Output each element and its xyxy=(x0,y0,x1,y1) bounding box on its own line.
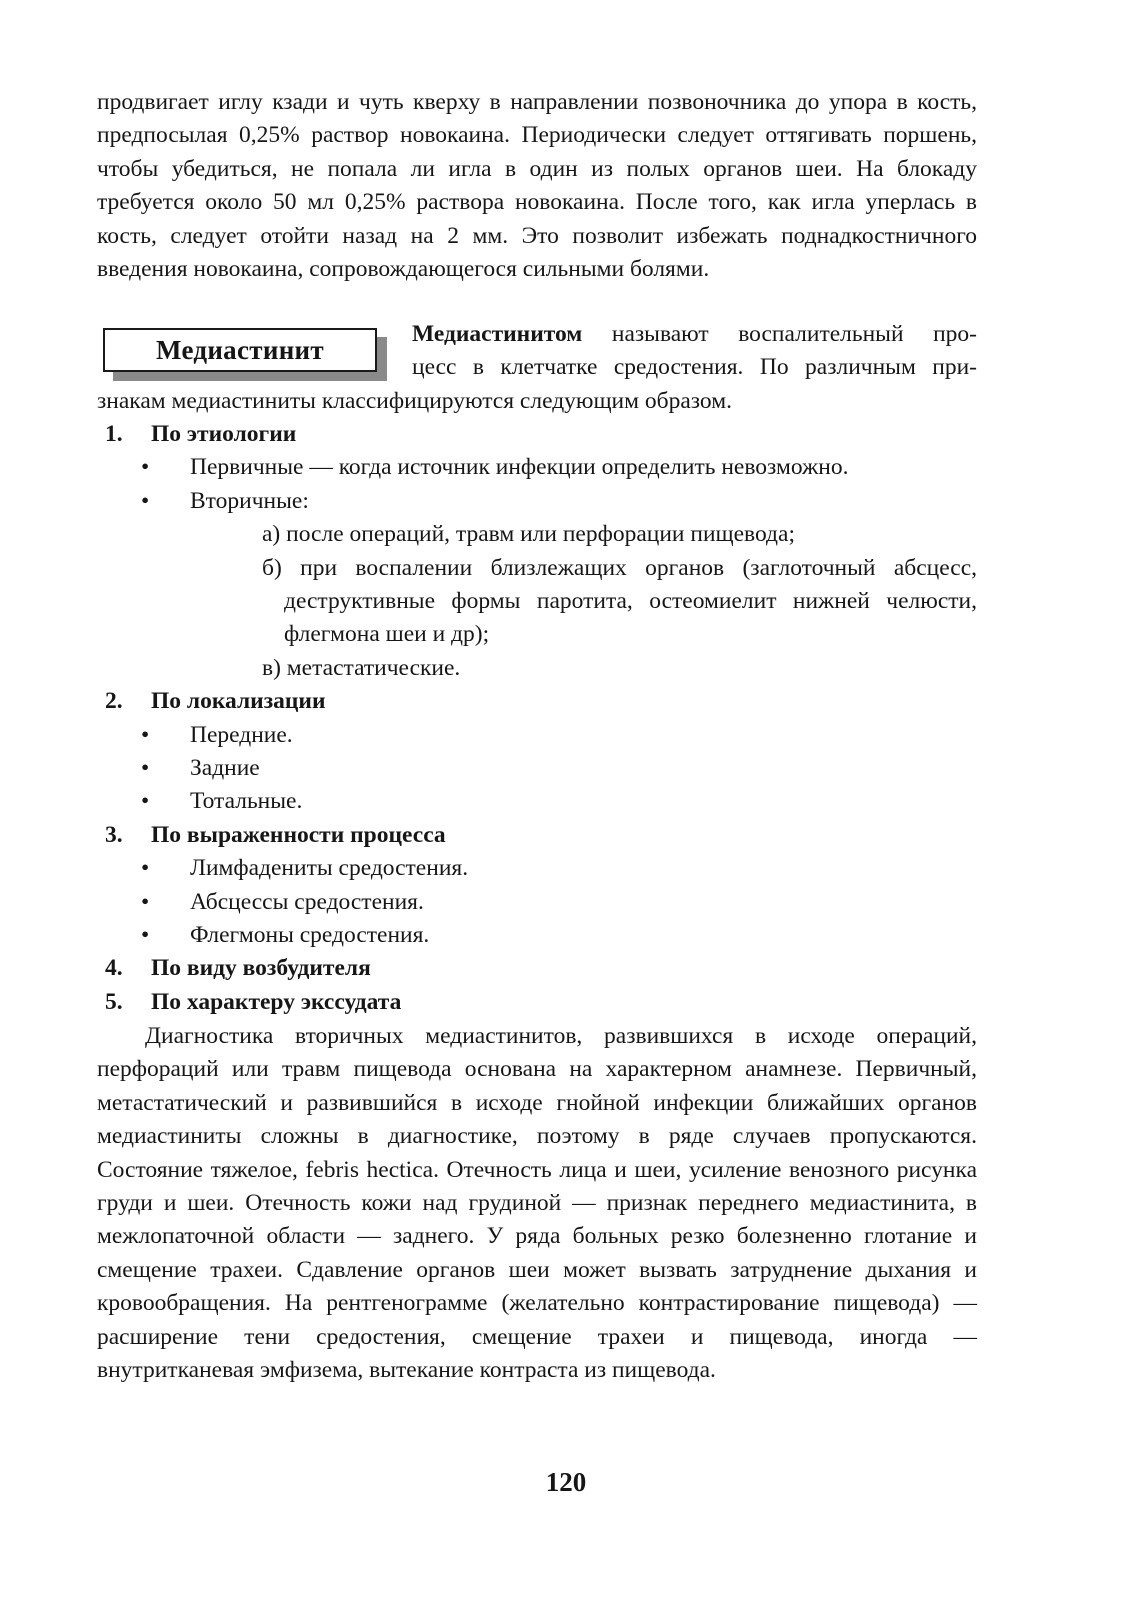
category-heading xyxy=(97,418,977,451)
list-item xyxy=(97,719,977,752)
list-item-text: Абсцессы средостения. xyxy=(190,888,424,915)
paragraph-top: продвигает иглу кзади и чуть кверху в направлении позвоночника до упора в кость, предпосылая 0,25% раствор новокаина. Периодически следует оттягивать поршень, чтобы убедиться, не попала ли игла в один из полых органов шеи. На блокаду требуется около 50 мл 0,25% раствора новокаина. После того, как игла уперлась в кость, следует отойти назад на 2 мм. Это позволит избежать поднадкостничного введения новокаина, сопровождающегося сильными болями. xyxy=(97,89,977,283)
bullet-icon: • xyxy=(141,721,150,748)
list-item xyxy=(97,852,977,885)
list-item xyxy=(97,485,977,518)
sub-list-item: а) после операций, травм или перфорации пищевода; xyxy=(262,521,795,548)
section-heading-box xyxy=(103,328,377,372)
list-item-text: Флегмоны средостения. xyxy=(190,921,430,948)
list-item-text: Вторичные: xyxy=(190,487,309,514)
bullet-icon: • xyxy=(141,921,150,948)
bullet-icon: • xyxy=(141,487,150,514)
bullet-icon: • xyxy=(141,855,150,882)
list-item-text: Лимфадениты средостения. xyxy=(190,855,469,882)
category-number: 1. xyxy=(105,421,123,447)
category-title: По локализации xyxy=(151,688,326,715)
sub-list-item: б) при воспалении близлежащих органов (заглоточный абсцесс, деструктивные формы паротита, остеомиелит нижней челюсти, флегмона шеи и др); xyxy=(262,554,977,648)
intro-line-1 xyxy=(412,318,977,351)
category-heading xyxy=(97,685,977,718)
category-number: 5. xyxy=(105,988,123,1015)
list-item xyxy=(97,785,977,818)
page-number: 120 xyxy=(545,1467,587,1497)
category-heading xyxy=(97,952,977,985)
paragraph-bottom: Диагностика вторичных медиастинитов, развившихся в исходе операций, перфораций или травм пищевода основана на характерном анамнезе. Первичный, метастатический и развившийся в исходе гнойной инфекции ближайших органов медиастиниты сложны в диагностике, поэтому в ряде случаев пропускаются. Состояние тяжелое, febris hectica. Отечность лица и шеи, усиление венозного рисунка груди и шеи. Отечность кожи над грудиной — признак переднего медиастинита, в межлопаточной области — заднего. У ряда больных резко болезненно глотание и смещение трахеи. Сдавление органов шеи может вызвать затруднение дыхания и кровообращения. На рентгенограмме (желательно контрастирование пищевода) — расширение тени средостения, смещение трахеи и пищевода, иногда — внутритканевая эмфизема, вытекание контраста из пищевода. xyxy=(97,1023,977,1384)
sub-list xyxy=(97,518,977,685)
list-item xyxy=(97,886,977,919)
sub-list-item: в) метастатические. xyxy=(262,654,461,681)
category-number: 2. xyxy=(105,688,123,715)
section-heading: Медиастинит xyxy=(156,334,324,365)
list-item xyxy=(97,752,977,785)
bullet-icon: • xyxy=(141,788,150,815)
list-item-text: Задние xyxy=(190,754,260,781)
list-item-text: Первичные — когда источник инфекции определить невозможно. xyxy=(190,454,849,481)
bullet-icon: • xyxy=(141,888,150,915)
intro-term: Медиастинитом xyxy=(412,321,583,347)
list-item-text: Тотальные. xyxy=(190,788,303,815)
bullet-icon: • xyxy=(141,454,150,481)
intro-line-2: цесс в клетчатке средостения. По различным при- xyxy=(412,354,977,380)
category-heading xyxy=(97,986,977,1019)
category-title: По характеру экссудата xyxy=(151,988,402,1015)
intro-line-3: знакам медиастиниты классифицируются следующим образом. xyxy=(97,388,732,414)
list-item xyxy=(97,919,977,952)
list-item-text: Передние. xyxy=(190,721,293,748)
category-title: По виду возбудителя xyxy=(151,955,371,982)
list-item xyxy=(97,451,977,484)
category-number: 3. xyxy=(105,821,123,848)
category-number: 4. xyxy=(105,955,123,982)
category-title: По этиологии xyxy=(151,421,297,447)
bullet-icon: • xyxy=(141,754,150,781)
category-heading xyxy=(97,819,977,852)
intro-line-1-rest: называют воспалительный про- xyxy=(582,321,977,347)
classification-list xyxy=(97,418,977,1019)
category-title: По выраженности процесса xyxy=(151,821,446,848)
